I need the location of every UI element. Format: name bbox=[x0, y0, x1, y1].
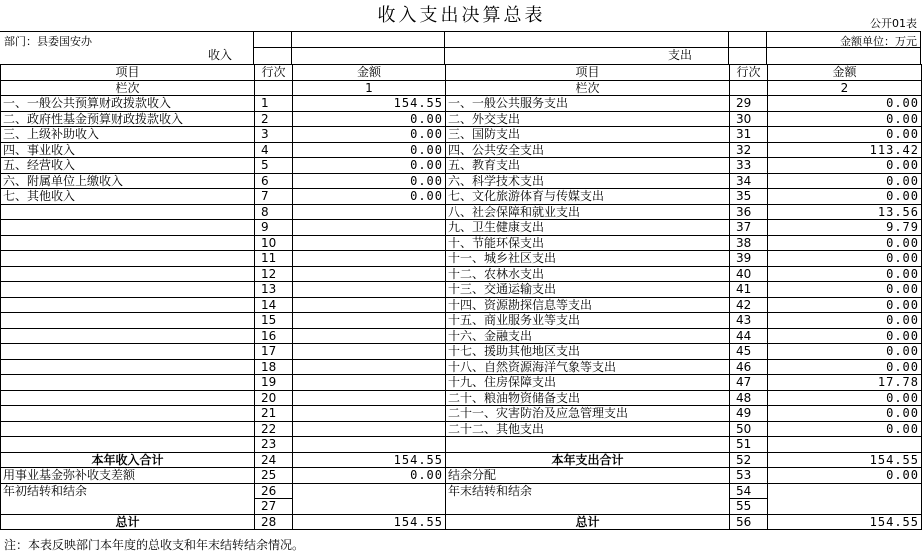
year-total-row bbox=[1, 452, 922, 468]
income-item bbox=[1, 220, 255, 236]
expense-amount: 0.00 bbox=[768, 266, 922, 282]
income-amount bbox=[293, 328, 446, 344]
expense-line-no: 44 bbox=[730, 328, 768, 344]
income-expense-table bbox=[0, 64, 922, 530]
income-amount: 0.00 bbox=[293, 142, 446, 158]
expense-amount: 0.00 bbox=[768, 158, 922, 174]
column-number-row bbox=[1, 80, 922, 96]
expense-line-no: 47 bbox=[730, 375, 768, 391]
expense-amount: 0.00 bbox=[768, 235, 922, 251]
expense-line-no: 54 bbox=[730, 483, 768, 499]
unit-label: 金额单位：万元 bbox=[840, 35, 917, 48]
expense-item: 十二、农林水支出 bbox=[446, 266, 730, 282]
expense-item: 六、科学技术支出 bbox=[446, 173, 730, 189]
income-item bbox=[1, 251, 255, 267]
income-amount: 0.00 bbox=[293, 127, 446, 143]
expense-item: 十五、商业服务业等支出 bbox=[446, 313, 730, 329]
expense-line-no: 56 bbox=[730, 514, 768, 530]
income-line-no: 3 bbox=[255, 127, 293, 143]
expense-amount: 9.79 bbox=[768, 220, 922, 236]
income-item bbox=[1, 266, 255, 282]
expense-line-no: 48 bbox=[730, 390, 768, 406]
income-item: 年初结转和结余 bbox=[1, 483, 255, 514]
expense-amount: 0.00 bbox=[768, 468, 922, 484]
expense-item: 二、外交支出 bbox=[446, 111, 730, 127]
income-item bbox=[1, 375, 255, 391]
income-amount bbox=[293, 344, 446, 360]
expense-item: 十九、住房保障支出 bbox=[446, 375, 730, 391]
expense-amount: 0.00 bbox=[768, 173, 922, 189]
header-row bbox=[1, 65, 922, 81]
income-amount bbox=[293, 437, 446, 453]
expense-item: 三、国防支出 bbox=[446, 127, 730, 143]
header-amount-income: 金额 bbox=[293, 65, 446, 81]
income-item bbox=[1, 313, 255, 329]
income-item bbox=[1, 204, 255, 220]
income-line-no: 14 bbox=[255, 297, 293, 313]
expense-line-no: 31 bbox=[730, 127, 768, 143]
expense-line-no: 51 bbox=[730, 437, 768, 453]
column-label-expense: 栏次 bbox=[446, 80, 730, 96]
expense-line-no: 46 bbox=[730, 359, 768, 375]
income-line-no: 15 bbox=[255, 313, 293, 329]
expense-line-no: 32 bbox=[730, 142, 768, 158]
expense-line-no: 34 bbox=[730, 173, 768, 189]
table-row bbox=[1, 266, 922, 282]
income-amount: 154.55 bbox=[293, 452, 446, 468]
table-row bbox=[1, 111, 922, 127]
table-row bbox=[1, 328, 922, 344]
income-item: 用事业基金弥补收支差额 bbox=[1, 468, 255, 484]
expense-line-no: 38 bbox=[730, 235, 768, 251]
expense-line-no: 35 bbox=[730, 189, 768, 205]
income-amount bbox=[293, 220, 446, 236]
income-amount bbox=[293, 266, 446, 282]
table-row bbox=[1, 390, 922, 406]
expense-line-no: 29 bbox=[730, 96, 768, 112]
expense-item: 七、文化旅游体育与传媒支出 bbox=[446, 189, 730, 205]
expense-item: 二十、粮油物资储备支出 bbox=[446, 390, 730, 406]
expense-line-no: 50 bbox=[730, 421, 768, 437]
income-amount bbox=[293, 235, 446, 251]
income-line-no: 11 bbox=[255, 251, 293, 267]
table-row bbox=[1, 251, 922, 267]
income-item bbox=[1, 421, 255, 437]
income-item: 七、其他收入 bbox=[1, 189, 255, 205]
income-amount bbox=[293, 421, 446, 437]
income-item bbox=[1, 282, 255, 298]
income-line-no: 19 bbox=[255, 375, 293, 391]
income-line-no: 13 bbox=[255, 282, 293, 298]
table-row bbox=[1, 189, 922, 205]
income-line-no: 7 bbox=[255, 189, 293, 205]
income-amount: 0.00 bbox=[293, 111, 446, 127]
expense-amount: 0.00 bbox=[768, 127, 922, 143]
expense-item: 结余分配 bbox=[446, 468, 730, 484]
income-line-no: 6 bbox=[255, 173, 293, 189]
expense-item: 二十二、其他支出 bbox=[446, 421, 730, 437]
income-item: 一、一般公共预算财政拨款收入 bbox=[1, 96, 255, 112]
income-item bbox=[1, 390, 255, 406]
income-item: 四、事业收入 bbox=[1, 142, 255, 158]
expense-amount: 0.00 bbox=[768, 251, 922, 267]
form-number: 公开01表 bbox=[870, 17, 917, 30]
expense-item: 十六、金融支出 bbox=[446, 328, 730, 344]
expense-item: 八、社会保障和就业支出 bbox=[446, 204, 730, 220]
table-row bbox=[1, 375, 922, 391]
table-row bbox=[1, 437, 922, 453]
income-amount: 154.55 bbox=[293, 514, 446, 530]
income-line-no: 22 bbox=[255, 421, 293, 437]
expense-line-no: 39 bbox=[730, 251, 768, 267]
expense-amount: 13.56 bbox=[768, 204, 922, 220]
table-row bbox=[1, 127, 922, 143]
income-line-no: 23 bbox=[255, 437, 293, 453]
income-line-no: 20 bbox=[255, 390, 293, 406]
header-item-income: 项目 bbox=[1, 65, 255, 81]
table-row bbox=[1, 297, 922, 313]
income-line-no: 21 bbox=[255, 406, 293, 422]
expense-item bbox=[446, 437, 730, 453]
table-row bbox=[1, 173, 922, 189]
expense-amount bbox=[768, 483, 922, 514]
income-line-no: 17 bbox=[255, 344, 293, 360]
expense-amount: 0.00 bbox=[768, 406, 922, 422]
income-amount: 0.00 bbox=[293, 173, 446, 189]
expense-item: 十三、交通运输支出 bbox=[446, 282, 730, 298]
expense-item: 十一、城乡社区支出 bbox=[446, 251, 730, 267]
expense-line-no: 49 bbox=[730, 406, 768, 422]
income-line-no: 8 bbox=[255, 204, 293, 220]
grand-total-row bbox=[1, 514, 922, 530]
column-number-income: 1 bbox=[293, 80, 446, 96]
income-line-no: 26 bbox=[255, 483, 293, 499]
expense-amount: 154.55 bbox=[768, 452, 922, 468]
expense-amount: 154.55 bbox=[768, 514, 922, 530]
income-line-no: 10 bbox=[255, 235, 293, 251]
income-section-label: 收入 bbox=[208, 48, 233, 62]
expense-item: 年末结转和结余 bbox=[446, 483, 730, 514]
income-line-no: 1 bbox=[255, 96, 293, 112]
table-row bbox=[1, 344, 922, 360]
income-item: 本年收入合计 bbox=[1, 452, 255, 468]
carryover-row bbox=[1, 483, 922, 499]
income-amount bbox=[293, 390, 446, 406]
income-amount bbox=[293, 313, 446, 329]
table-row bbox=[1, 421, 922, 437]
income-item: 五、经营收入 bbox=[1, 158, 255, 174]
expense-line-no: 36 bbox=[730, 204, 768, 220]
income-line-no: 12 bbox=[255, 266, 293, 282]
income-line-no: 4 bbox=[255, 142, 293, 158]
expense-item: 一、一般公共服务支出 bbox=[446, 96, 730, 112]
table-row bbox=[1, 359, 922, 375]
fund-row bbox=[1, 468, 922, 484]
expense-item: 总计 bbox=[446, 514, 730, 530]
income-line-no: 24 bbox=[255, 452, 293, 468]
expense-line-no: 43 bbox=[730, 313, 768, 329]
income-amount bbox=[293, 483, 446, 514]
income-item: 六、附属单位上缴收入 bbox=[1, 173, 255, 189]
income-item: 二、政府性基金预算财政拨款收入 bbox=[1, 111, 255, 127]
income-line-no: 27 bbox=[255, 499, 293, 515]
income-amount bbox=[293, 297, 446, 313]
header-line-income: 行次 bbox=[255, 65, 293, 81]
expense-line-no: 52 bbox=[730, 452, 768, 468]
income-line-no: 2 bbox=[255, 111, 293, 127]
income-item bbox=[1, 297, 255, 313]
income-line-no: 18 bbox=[255, 359, 293, 375]
expense-item: 十四、资源勘探信息等支出 bbox=[446, 297, 730, 313]
expense-item: 二十一、灾害防治及应急管理支出 bbox=[446, 406, 730, 422]
income-line-no: 25 bbox=[255, 468, 293, 484]
income-item bbox=[1, 328, 255, 344]
footnote: 注：本表反映部门本年度的总收支和年末结转结余情况。 bbox=[4, 538, 305, 552]
income-line-no: 16 bbox=[255, 328, 293, 344]
column-label-income: 栏次 bbox=[1, 80, 255, 96]
income-amount: 0.00 bbox=[293, 158, 446, 174]
expense-item: 五、教育支出 bbox=[446, 158, 730, 174]
expense-amount: 0.00 bbox=[768, 111, 922, 127]
expense-amount: 0.00 bbox=[768, 189, 922, 205]
table-row bbox=[1, 142, 922, 158]
expense-amount bbox=[768, 437, 922, 453]
income-item bbox=[1, 437, 255, 453]
expense-line-no: 41 bbox=[730, 282, 768, 298]
income-amount bbox=[293, 375, 446, 391]
department-label: 部门：县委国安办 bbox=[4, 35, 92, 48]
expense-amount: 0.00 bbox=[768, 344, 922, 360]
header-item-expense: 项目 bbox=[446, 65, 730, 81]
expense-item: 本年支出合计 bbox=[446, 452, 730, 468]
expense-amount: 0.00 bbox=[768, 390, 922, 406]
expense-item: 九、卫生健康支出 bbox=[446, 220, 730, 236]
report-title: 收入支出决算总表 bbox=[377, 5, 546, 26]
expense-line-no: 33 bbox=[730, 158, 768, 174]
expense-line-no: 53 bbox=[730, 468, 768, 484]
expense-amount: 0.00 bbox=[768, 282, 922, 298]
expense-line-no: 37 bbox=[730, 220, 768, 236]
expense-amount: 0.00 bbox=[768, 96, 922, 112]
expense-item: 四、公共安全支出 bbox=[446, 142, 730, 158]
income-line-no: 9 bbox=[255, 220, 293, 236]
table-row bbox=[1, 96, 922, 112]
expense-line-no: 45 bbox=[730, 344, 768, 360]
expense-amount: 0.00 bbox=[768, 297, 922, 313]
expense-item: 十、节能环保支出 bbox=[446, 235, 730, 251]
expense-line-no: 40 bbox=[730, 266, 768, 282]
expense-item: 十八、自然资源海洋气象等支出 bbox=[446, 359, 730, 375]
table-row bbox=[1, 235, 922, 251]
expense-line-no: 42 bbox=[730, 297, 768, 313]
table-row bbox=[1, 220, 922, 236]
expense-line-no: 55 bbox=[730, 499, 768, 515]
income-item bbox=[1, 406, 255, 422]
expense-amount: 0.00 bbox=[768, 421, 922, 437]
header-amount-expense: 金额 bbox=[768, 65, 922, 81]
expense-amount: 0.00 bbox=[768, 359, 922, 375]
income-amount: 0.00 bbox=[293, 189, 446, 205]
income-item bbox=[1, 359, 255, 375]
expense-amount: 0.00 bbox=[768, 328, 922, 344]
income-amount bbox=[293, 282, 446, 298]
income-amount bbox=[293, 251, 446, 267]
table-row bbox=[1, 158, 922, 174]
income-item: 三、上级补助收入 bbox=[1, 127, 255, 143]
table-row bbox=[1, 282, 922, 298]
expense-section-label: 支出 bbox=[668, 48, 693, 62]
income-amount bbox=[293, 406, 446, 422]
income-amount: 0.00 bbox=[293, 468, 446, 484]
income-item bbox=[1, 344, 255, 360]
table-row bbox=[1, 406, 922, 422]
income-line-no: 5 bbox=[255, 158, 293, 174]
expense-amount: 0.00 bbox=[768, 313, 922, 329]
column-number-expense: 2 bbox=[768, 80, 922, 96]
income-amount bbox=[293, 359, 446, 375]
expense-amount: 113.42 bbox=[768, 142, 922, 158]
table-row bbox=[1, 313, 922, 329]
income-amount bbox=[293, 204, 446, 220]
income-item: 总计 bbox=[1, 514, 255, 530]
income-item bbox=[1, 235, 255, 251]
expense-item: 十七、援助其他地区支出 bbox=[446, 344, 730, 360]
expense-amount: 17.78 bbox=[768, 375, 922, 391]
income-line-no: 28 bbox=[255, 514, 293, 530]
income-amount: 154.55 bbox=[293, 96, 446, 112]
table-row bbox=[1, 204, 922, 220]
header-line-expense: 行次 bbox=[730, 65, 768, 81]
expense-line-no: 30 bbox=[730, 111, 768, 127]
